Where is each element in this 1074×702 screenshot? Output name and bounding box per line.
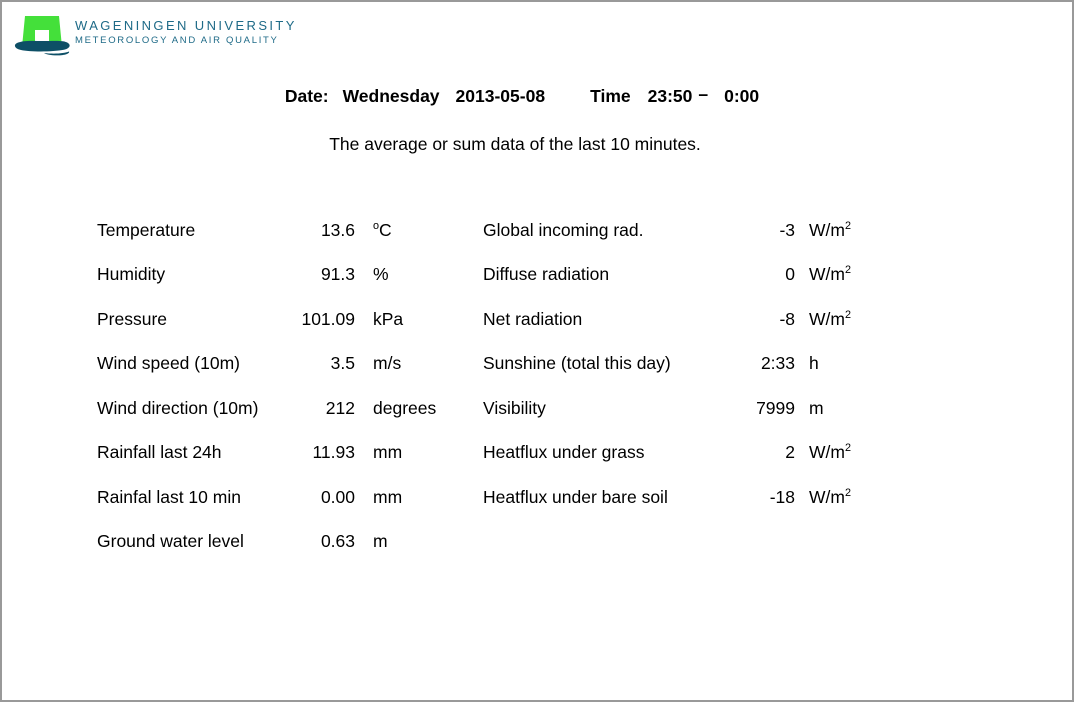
measurement-label: Wind direction (10m): [97, 397, 259, 418]
measurements-table: [97, 208, 870, 564]
measurement-label: Humidity: [97, 264, 166, 285]
brand-text: [75, 18, 297, 46]
measurement-unit: $W/m^2$: [809, 442, 851, 463]
measurement-unit: degrees: [373, 397, 437, 418]
measurement-label: Diffuse radiation: [483, 264, 610, 285]
measurement-unit: $W/m^2$: [809, 219, 851, 240]
measurements-right-column: [483, 208, 870, 564]
date-label: Date:: [284, 86, 329, 106]
measurement-value: -18: [769, 486, 795, 507]
measurement-unit: $W/m^2$: [809, 486, 851, 507]
measurement-value: 2:33: [760, 353, 795, 374]
date-value: 2013-05-08: [455, 86, 546, 106]
measurement-unit: mm: [373, 486, 403, 507]
measurement-value: 0: [785, 264, 795, 285]
measurement-label: Ground water level: [97, 531, 244, 552]
measurement-unit: kPa: [373, 308, 404, 329]
measurements-left-column: [97, 208, 453, 564]
measurement-unit: $W/m^2$: [809, 308, 851, 329]
measurement-label: Heatflux under bare soil: [483, 486, 668, 507]
measurement-unit: m/s: [373, 353, 402, 374]
measurement-value: 0.00: [320, 486, 355, 507]
measurement-unit: h: [809, 353, 819, 374]
measurement-label: Rainfall last 24h: [97, 442, 222, 463]
measurement-unit: $^o$C: [373, 219, 392, 240]
measurement-label: Temperature: [97, 219, 196, 240]
university-name: WAGENINGEN UNIVERSITY: [75, 18, 297, 33]
date-time-line: [2, 86, 1072, 107]
measurement-value: 2: [785, 442, 795, 463]
measurement-value: 91.3: [320, 264, 355, 285]
measurement-unit: m: [373, 531, 388, 552]
measurement-value: 7999: [756, 397, 795, 418]
time-range-dash: –: [698, 84, 709, 104]
measurement-label: Pressure: [97, 308, 168, 329]
time-to: 0:00: [724, 86, 760, 106]
subtitle: The average or sum data of the last 10 minutes.: [329, 134, 701, 154]
measurement-label: Rainfal last 10 min: [97, 486, 241, 507]
measurement-value: 11.93: [312, 442, 355, 463]
measurement-value: -8: [779, 308, 795, 329]
day-name: Wednesday: [342, 86, 440, 106]
measurement-unit: %: [373, 264, 389, 285]
measurement-label: Visibility: [483, 397, 546, 418]
measurement-unit: m: [809, 397, 824, 418]
measurement-label: Heatflux under grass: [483, 442, 645, 463]
department-name: METEOROLOGY AND AIR QUALITY: [75, 35, 279, 46]
measurement-value: 3.5: [330, 353, 355, 374]
measurement-value: 13.6: [320, 219, 355, 240]
measurement-label: Sunshine (total this day): [483, 353, 671, 374]
measurement-value: 101.09: [301, 308, 355, 329]
measurement-label: Global incoming rad.: [483, 219, 644, 240]
measurement-unit: mm: [373, 442, 403, 463]
measurement-value: 212: [325, 397, 355, 418]
measurement-unit: $W/m^2$: [809, 264, 851, 285]
subtitle-row: [2, 134, 1072, 155]
measurement-label: Net radiation: [483, 308, 583, 329]
time-from: 23:50: [647, 86, 693, 106]
measurement-value: -3: [779, 219, 795, 240]
time-label: Time: [590, 86, 631, 106]
measurement-value: 0.63: [320, 531, 355, 552]
wageningen-logo-icon: [14, 10, 72, 58]
measurement-label: Wind speed (10m): [97, 353, 240, 374]
date-time-line-inner: [285, 86, 759, 107]
